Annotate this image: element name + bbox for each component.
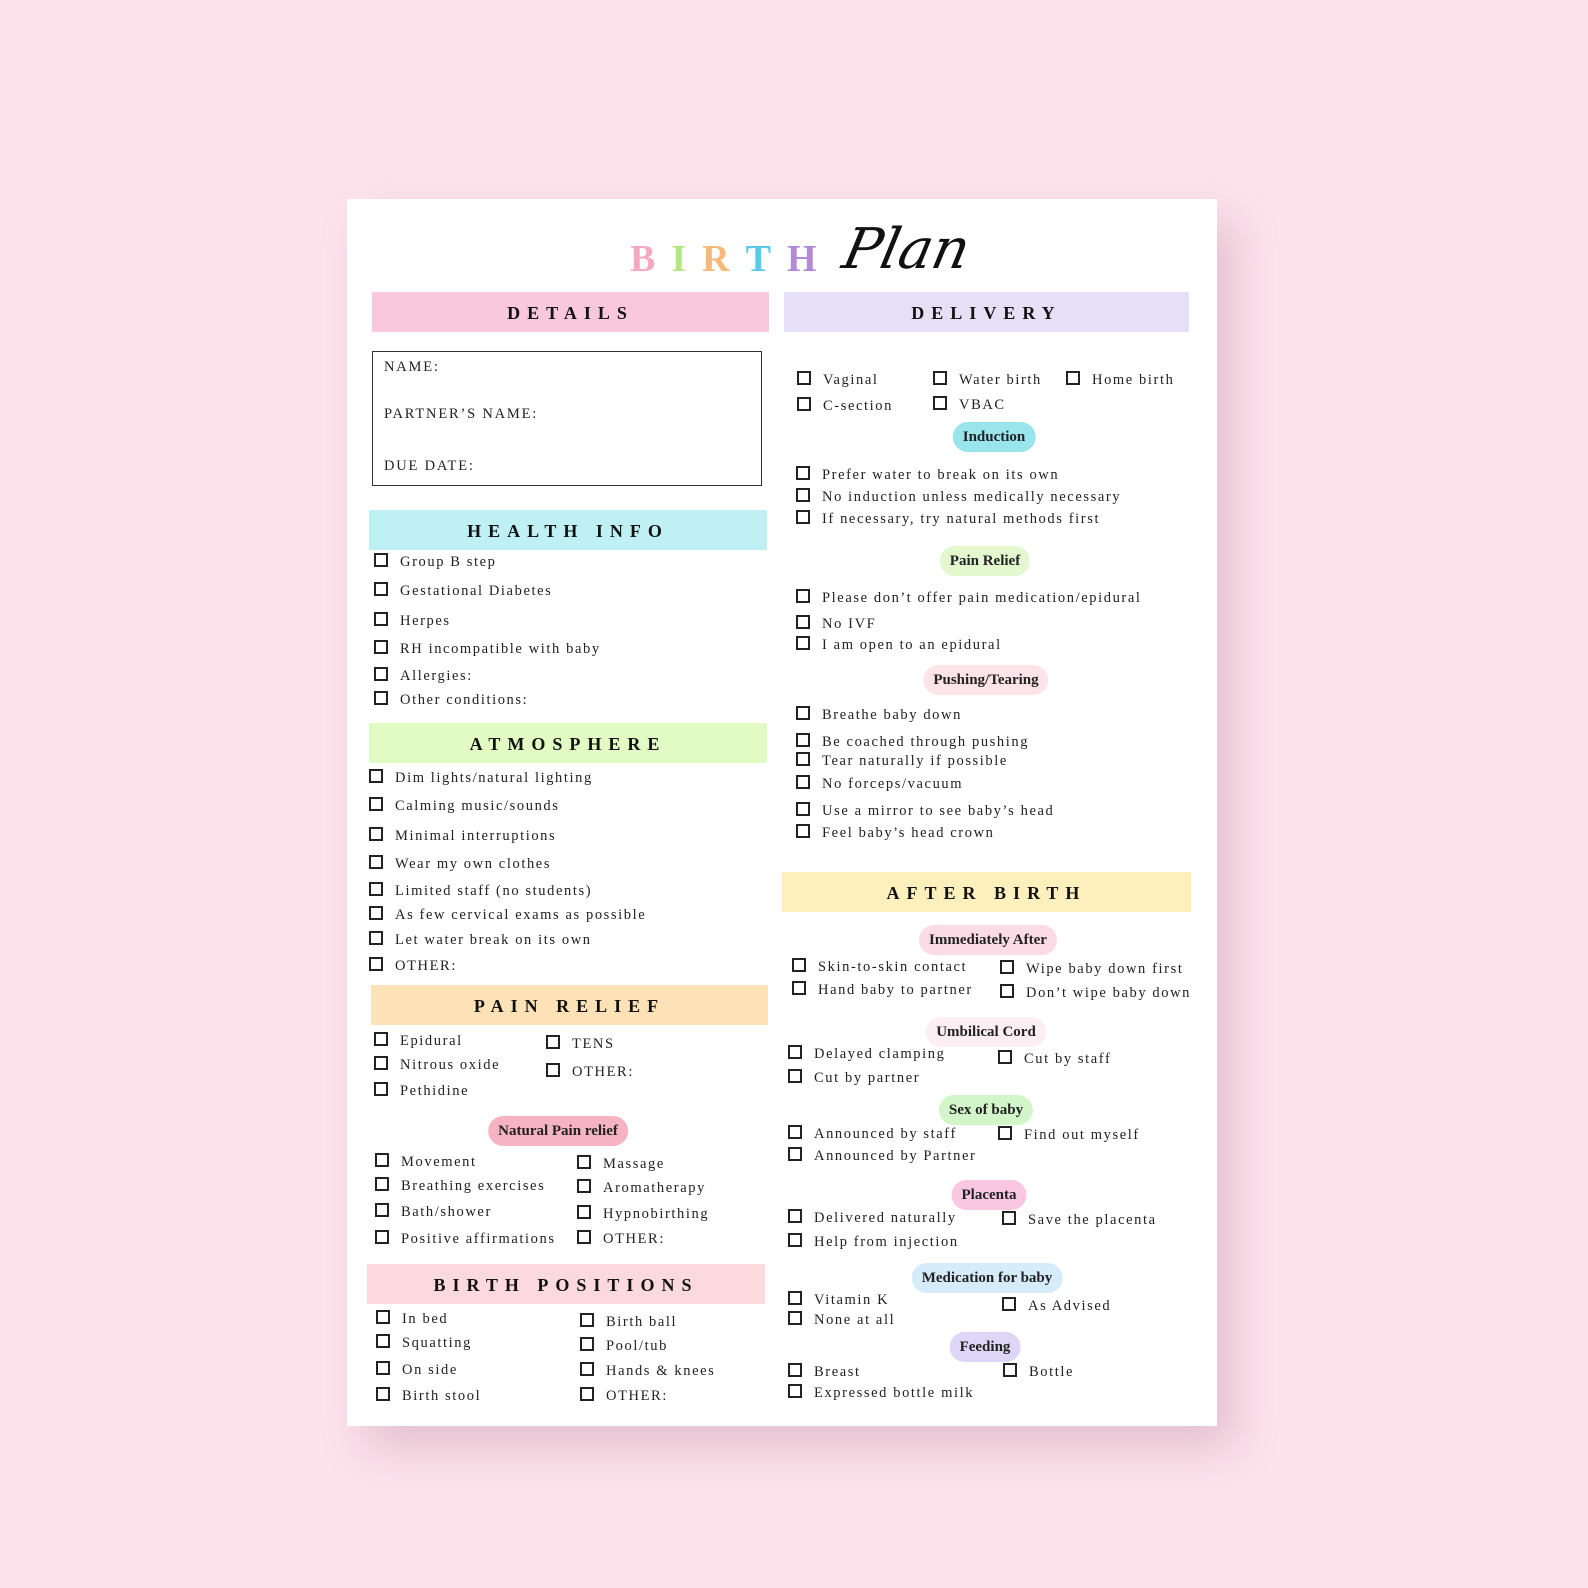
positions-checkbox-item[interactable] (376, 1310, 448, 1328)
checkbox-label: In bed (402, 1311, 449, 1327)
checkbox-label: Bottle (1029, 1364, 1075, 1380)
checkbox-icon[interactable] (788, 1209, 802, 1223)
sex-checkbox-item[interactable] (788, 1147, 976, 1165)
checkbox-icon[interactable] (369, 882, 383, 896)
checkbox-icon[interactable] (796, 802, 810, 816)
checkbox-label: Other conditions: (400, 692, 529, 708)
positions-checkbox-item[interactable] (580, 1387, 668, 1405)
induction-checkbox-item[interactable] (796, 510, 1100, 528)
checkbox-icon[interactable] (577, 1155, 591, 1169)
checkbox-label: Hypnobirthing (603, 1206, 710, 1222)
checkbox-icon[interactable] (788, 1125, 802, 1139)
sex-checkbox-item[interactable] (788, 1125, 957, 1143)
checkbox-icon[interactable] (374, 691, 388, 705)
checkbox-label: Minimal interruptions (395, 828, 557, 844)
checkbox-label: Save the placenta (1028, 1212, 1157, 1228)
checkbox-icon[interactable] (788, 1291, 802, 1305)
checkbox-label: Positive affirmations (401, 1231, 556, 1247)
medication-checkbox-item[interactable] (788, 1311, 895, 1329)
pain-checkbox-item[interactable] (374, 1082, 469, 1100)
positions-checkbox-item[interactable] (580, 1313, 677, 1331)
birth-positions-header: BIRTH POSITIONS (367, 1264, 765, 1304)
positions-checkbox-item[interactable] (376, 1387, 481, 1405)
checkbox-icon[interactable] (796, 510, 810, 524)
induction-tag: Induction (953, 422, 1036, 452)
checkbox-icon[interactable] (577, 1179, 591, 1193)
checkbox-label: OTHER: (603, 1231, 665, 1247)
pushing-checkbox-item[interactable] (796, 752, 1008, 770)
atmosphere-checkbox-item[interactable] (369, 882, 592, 900)
checkbox-label: VBAC (959, 397, 1006, 413)
checkbox-label: Breathe baby down (822, 707, 962, 723)
checkbox-label: As few cervical exams as possible (395, 907, 647, 923)
checkbox-icon[interactable] (998, 1050, 1012, 1064)
checkbox-icon[interactable] (788, 1045, 802, 1059)
checkbox-icon[interactable] (797, 397, 811, 411)
title-letter-h: H (786, 238, 833, 280)
pain-relief-header: PAIN RELIEF (371, 985, 768, 1025)
checkbox-label: Limited staff (no students) (395, 883, 593, 899)
checkbox-icon[interactable] (580, 1362, 594, 1376)
checkbox-label: Announced by staff (814, 1126, 957, 1142)
delivery-header: DELIVERY (784, 292, 1189, 332)
immediately-checkbox-item[interactable] (792, 958, 967, 976)
natural-checkbox-item[interactable] (577, 1179, 706, 1197)
checkbox-label: Epidural (400, 1033, 463, 1049)
checkbox-label: Dim lights/natural lighting (395, 770, 593, 786)
checkbox-icon[interactable] (546, 1035, 560, 1049)
checkbox-icon[interactable] (376, 1387, 390, 1401)
checkbox-icon[interactable] (1000, 960, 1014, 974)
checkbox-icon[interactable] (369, 931, 383, 945)
checkbox-icon[interactable] (369, 769, 383, 783)
checkbox-icon[interactable] (546, 1063, 560, 1077)
checkbox-label: Hand baby to partner (818, 982, 973, 998)
natural-checkbox-item[interactable] (375, 1177, 545, 1195)
feeding-tag: Feeding (950, 1332, 1021, 1362)
feeding-checkbox-item[interactable] (788, 1384, 974, 1402)
checkbox-label: Expressed bottle milk (814, 1385, 975, 1401)
checkbox-label: Nitrous oxide (400, 1057, 501, 1073)
checkbox-icon[interactable] (788, 1311, 802, 1325)
pushing-checkbox-item[interactable] (796, 706, 962, 724)
umbilical-checkbox-item[interactable] (788, 1045, 946, 1063)
checkbox-label: Announced by Partner (814, 1148, 977, 1164)
natural-pain-relief-tag: Natural Pain relief (488, 1116, 628, 1146)
checkbox-icon[interactable] (797, 371, 811, 385)
checkbox-icon[interactable] (375, 1203, 389, 1217)
checkbox-icon[interactable] (792, 981, 806, 995)
checkbox-label: OTHER: (572, 1064, 634, 1080)
checkbox-icon[interactable] (374, 1082, 388, 1096)
title-plan-script: Plan (837, 217, 976, 282)
checkbox-icon[interactable] (796, 488, 810, 502)
checkbox-label: Use a mirror to see baby’s head (822, 803, 1055, 819)
checkbox-icon[interactable] (369, 957, 383, 971)
checkbox-label: RH incompatible with baby (400, 641, 601, 657)
checkbox-label: Breast (814, 1364, 861, 1380)
pain-checkbox-item[interactable] (546, 1035, 615, 1053)
pushing-checkbox-item[interactable] (796, 733, 1029, 751)
delivery-checkbox-item[interactable] (797, 397, 893, 415)
checkbox-icon[interactable] (1000, 984, 1014, 998)
checkbox-label: On side (402, 1362, 458, 1378)
checkbox-label: Massage (603, 1156, 665, 1172)
atmosphere-checkbox-item[interactable] (369, 906, 646, 924)
title-letter-b: B (630, 238, 672, 280)
checkbox-icon[interactable] (374, 553, 388, 567)
page-title (347, 211, 1217, 281)
checkbox-label: Feel baby’s head crown (822, 825, 995, 841)
positions-checkbox-item[interactable] (376, 1334, 472, 1352)
natural-checkbox-item[interactable] (375, 1153, 477, 1171)
checkbox-icon[interactable] (792, 958, 806, 972)
checkbox-label: Bath/shower (401, 1204, 492, 1220)
sex-of-baby-tag: Sex of baby (939, 1095, 1033, 1125)
checkbox-icon[interactable] (933, 396, 947, 410)
checkbox-label: Skin-to-skin contact (818, 959, 968, 975)
checkbox-icon[interactable] (933, 371, 947, 385)
checkbox-icon[interactable] (796, 466, 810, 480)
checkbox-icon[interactable] (369, 797, 383, 811)
checkbox-icon[interactable] (374, 667, 388, 681)
partner-name-field[interactable]: PARTNER’S NAME: (384, 406, 539, 422)
title-letter-t: T (745, 238, 787, 280)
checkbox-icon[interactable] (796, 589, 810, 603)
positions-checkbox-item[interactable] (580, 1362, 715, 1380)
checkbox-icon[interactable] (369, 855, 383, 869)
after-birth-header: AFTER BIRTH (782, 872, 1191, 912)
birth-plan-sheet (347, 199, 1217, 1426)
checkbox-label: I am open to an epidural (822, 637, 1002, 653)
checkbox-label: Allergies: (400, 668, 473, 684)
natural-checkbox-item[interactable] (577, 1155, 665, 1173)
checkbox-icon[interactable] (369, 906, 383, 920)
pushing-tearing-tag: Pushing/Tearing (923, 665, 1048, 695)
checkbox-icon[interactable] (788, 1384, 802, 1398)
checkbox-label: OTHER: (606, 1388, 668, 1404)
atmosphere-checkbox-item[interactable] (369, 931, 592, 949)
checkbox-label: If necessary, try natural methods first (822, 511, 1101, 527)
health-checkbox-item[interactable] (374, 582, 552, 600)
pushing-checkbox-item[interactable] (796, 824, 995, 842)
checkbox-label: Group B step (400, 554, 497, 570)
health-checkbox-item[interactable] (374, 667, 473, 685)
checkbox-label: Pethidine (400, 1083, 470, 1099)
checkbox-label: Prefer water to break on its own (822, 467, 1060, 483)
checkbox-icon[interactable] (580, 1313, 594, 1327)
checkbox-icon[interactable] (796, 733, 810, 747)
checkbox-icon[interactable] (796, 615, 810, 629)
checkbox-icon[interactable] (580, 1337, 594, 1351)
umbilical-checkbox-item[interactable] (998, 1050, 1111, 1068)
positions-checkbox-item[interactable] (376, 1361, 458, 1379)
details-header: DETAILS (372, 292, 769, 332)
checkbox-label: Wipe baby down first (1026, 961, 1184, 977)
feeding-checkbox-item[interactable] (788, 1363, 861, 1381)
checkbox-label: No IVF (822, 616, 877, 632)
umbilical-cord-tag: Umbilical Cord (926, 1017, 1046, 1047)
checkbox-label: Let water break on its own (395, 932, 592, 948)
checkbox-label: No forceps/vacuum (822, 776, 964, 792)
checkbox-label: Hands & knees (606, 1363, 716, 1379)
checkbox-label: Help from injection (814, 1234, 959, 1250)
checkbox-label: Cut by staff (1024, 1051, 1112, 1067)
checkbox-icon[interactable] (374, 582, 388, 596)
checkbox-label: OTHER: (395, 958, 457, 974)
checkbox-label: Pool/tub (606, 1338, 668, 1354)
checkbox-icon[interactable] (577, 1230, 591, 1244)
health-checkbox-item[interactable] (374, 640, 601, 658)
checkbox-icon[interactable] (788, 1363, 802, 1377)
immediately-after-tag: Immediately After (919, 925, 1057, 955)
checkbox-icon[interactable] (796, 775, 810, 789)
checkbox-icon[interactable] (374, 1032, 388, 1046)
checkbox-label: Delivered naturally (814, 1210, 957, 1226)
checkbox-label: None at all (814, 1312, 896, 1328)
placenta-checkbox-item[interactable] (788, 1233, 959, 1251)
checkbox-label: Tear naturally if possible (822, 753, 1008, 769)
painrelief2-checkbox-item[interactable] (796, 615, 876, 633)
pain-checkbox-item[interactable] (374, 1056, 500, 1074)
medication-checkbox-item[interactable] (788, 1291, 889, 1309)
checkbox-label: No induction unless medically necessary (822, 489, 1122, 505)
checkbox-icon[interactable] (376, 1334, 390, 1348)
title-birth (630, 237, 833, 281)
checkbox-label: Gestational Diabetes (400, 583, 553, 599)
medication-checkbox-item[interactable] (1002, 1297, 1111, 1315)
checkbox-icon[interactable] (1002, 1211, 1016, 1225)
delivery-checkbox-item[interactable] (797, 371, 879, 389)
health-checkbox-item[interactable] (374, 691, 528, 709)
checkbox-label: Calming music/sounds (395, 798, 560, 814)
immediately-checkbox-item[interactable] (792, 981, 973, 999)
painrelief2-checkbox-item[interactable] (796, 589, 1142, 607)
pain-relief-tag: Pain Relief (940, 546, 1030, 576)
checkbox-icon[interactable] (376, 1361, 390, 1375)
checkbox-icon[interactable] (375, 1153, 389, 1167)
checkbox-icon[interactable] (788, 1147, 802, 1161)
placenta-checkbox-item[interactable] (1002, 1211, 1157, 1229)
pain-checkbox-item[interactable] (546, 1063, 634, 1081)
checkbox-icon[interactable] (580, 1387, 594, 1401)
checkbox-label: Water birth (959, 372, 1042, 388)
checkbox-label: As Advised (1028, 1298, 1112, 1314)
immediately-checkbox-item[interactable] (1000, 984, 1191, 1002)
delivery-checkbox-item[interactable] (933, 371, 1042, 389)
feeding-checkbox-item[interactable] (1003, 1363, 1074, 1381)
medication-for-baby-tag: Medication for baby (912, 1263, 1063, 1293)
pushing-checkbox-item[interactable] (796, 802, 1054, 820)
atmosphere-checkbox-item[interactable] (369, 797, 560, 815)
details-box (372, 351, 762, 486)
sex-checkbox-item[interactable] (998, 1126, 1140, 1144)
checkbox-label: Don’t wipe baby down (1026, 985, 1192, 1001)
atmosphere-header: ATMOSPHERE (369, 723, 767, 763)
checkbox-label: Please don’t offer pain medication/epidural (822, 590, 1142, 606)
checkbox-label: Birth ball (606, 1314, 678, 1330)
checkbox-icon[interactable] (1002, 1297, 1016, 1311)
health-checkbox-item[interactable] (374, 612, 451, 630)
checkbox-label: Wear my own clothes (395, 856, 552, 872)
checkbox-label: Movement (401, 1154, 477, 1170)
checkbox-label: Cut by partner (814, 1070, 921, 1086)
painrelief2-checkbox-item[interactable] (796, 636, 1002, 654)
title-letter-r: R (702, 238, 746, 280)
natural-checkbox-item[interactable] (375, 1230, 556, 1248)
checkbox-label: Home birth (1092, 372, 1175, 388)
checkbox-label: Delayed clamping (814, 1046, 946, 1062)
checkbox-icon[interactable] (369, 827, 383, 841)
umbilical-checkbox-item[interactable] (788, 1069, 920, 1087)
pain-checkbox-item[interactable] (374, 1032, 463, 1050)
atmosphere-checkbox-item[interactable] (369, 855, 551, 873)
checkbox-icon[interactable] (796, 824, 810, 838)
checkbox-label: Vaginal (823, 372, 879, 388)
delivery-checkbox-item[interactable] (933, 396, 1006, 414)
checkbox-icon[interactable] (375, 1230, 389, 1244)
checkbox-icon[interactable] (376, 1310, 390, 1324)
checkbox-label: C-section (823, 398, 893, 414)
checkbox-label: Birth stool (402, 1388, 482, 1404)
checkbox-label: Squatting (402, 1335, 472, 1351)
checkbox-icon[interactable] (374, 1056, 388, 1070)
checkbox-label: Herpes (400, 613, 451, 629)
induction-checkbox-item[interactable] (796, 466, 1059, 484)
checkbox-icon[interactable] (788, 1069, 802, 1083)
checkbox-label: Vitamin K (814, 1292, 890, 1308)
due-date-field[interactable]: DUE DATE: (384, 458, 475, 474)
pushing-checkbox-item[interactable] (796, 775, 963, 793)
checkbox-label: Aromatherapy (603, 1180, 706, 1196)
checkbox-icon[interactable] (796, 636, 810, 650)
checkbox-icon[interactable] (374, 612, 388, 626)
checkbox-icon[interactable] (1066, 371, 1080, 385)
delivery-checkbox-item[interactable] (1066, 371, 1174, 389)
name-field[interactable]: NAME: (384, 359, 440, 375)
immediately-checkbox-item[interactable] (1000, 960, 1183, 978)
checkbox-icon[interactable] (577, 1205, 591, 1219)
atmosphere-checkbox-item[interactable] (369, 827, 556, 845)
checkbox-icon[interactable] (796, 752, 810, 766)
induction-checkbox-item[interactable] (796, 488, 1121, 506)
checkbox-label: Be coached through pushing (822, 734, 1030, 750)
health-info-header: HEALTH INFO (369, 510, 767, 550)
checkbox-icon[interactable] (374, 640, 388, 654)
title-letter-i: I (671, 238, 703, 280)
checkbox-icon[interactable] (796, 706, 810, 720)
checkbox-label: Breathing exercises (401, 1178, 546, 1194)
checkbox-label: Find out myself (1024, 1127, 1140, 1143)
atmosphere-checkbox-item[interactable] (369, 769, 593, 787)
placenta-tag: Placenta (952, 1180, 1027, 1210)
checkbox-icon[interactable] (998, 1126, 1012, 1140)
positions-checkbox-item[interactable] (580, 1337, 668, 1355)
atmosphere-checkbox-item[interactable] (369, 957, 457, 975)
health-checkbox-item[interactable] (374, 553, 497, 571)
natural-checkbox-item[interactable] (577, 1230, 665, 1248)
placenta-checkbox-item[interactable] (788, 1209, 957, 1227)
checkbox-icon[interactable] (1003, 1363, 1017, 1377)
natural-checkbox-item[interactable] (375, 1203, 492, 1221)
checkbox-icon[interactable] (375, 1177, 389, 1191)
natural-checkbox-item[interactable] (577, 1205, 709, 1223)
checkbox-icon[interactable] (788, 1233, 802, 1247)
checkbox-label: TENS (572, 1036, 615, 1052)
